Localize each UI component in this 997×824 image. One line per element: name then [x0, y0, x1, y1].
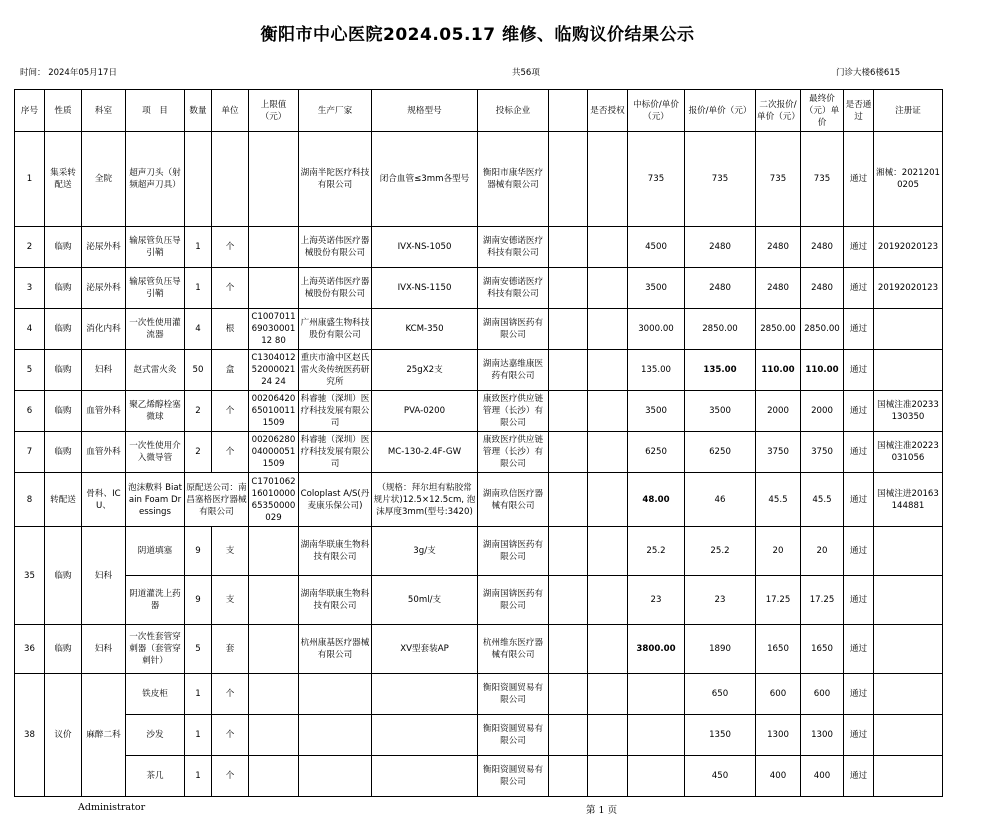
cell-limit: 00206420650100111509	[249, 391, 299, 432]
column-header: 上限值（元）	[249, 90, 299, 132]
cell-quote: 2480	[685, 227, 756, 268]
cell-pass: 通过	[844, 227, 874, 268]
table-row	[15, 576, 943, 625]
cell-quote: 650	[685, 674, 756, 715]
cell-qty	[185, 132, 212, 227]
cell-bid-price	[628, 674, 685, 715]
cell-dept: 血管外科	[82, 391, 126, 432]
cell-item: 阴道灌洗上药器	[126, 576, 185, 625]
cell-reg: 国械注准20233130350	[874, 391, 943, 432]
cell-qty: 原配送公司：南昌塞格医疗器械有限公司	[185, 473, 249, 527]
cell-second: 17.25	[756, 576, 801, 625]
cell-bid-price: 135.00	[628, 350, 685, 391]
cell-item: 输尿管负压导引鞘	[126, 268, 185, 309]
column-header: 数量	[185, 90, 212, 132]
column-header: 是否通过	[844, 90, 874, 132]
cell-dept: 骨科、ICU、	[82, 473, 126, 527]
cell-blank	[549, 227, 588, 268]
cell-limit	[249, 756, 299, 797]
cell-bidder: 衡阳市康华医疗器械有限公司	[478, 132, 549, 227]
cell-unit	[212, 132, 249, 227]
cell-limit: C17010621601000065350000029	[249, 473, 299, 527]
cell-auth	[588, 576, 628, 625]
page-title: 衡阳市中心医院2024.05.17 维修、临购议价结果公示	[260, 25, 695, 45]
cell-qty: 1	[185, 674, 212, 715]
cell-second: 110.00	[756, 350, 801, 391]
cell-unit: 个	[212, 227, 249, 268]
table-row	[15, 227, 943, 268]
cell-qty: 1	[185, 756, 212, 797]
cell-limit	[249, 576, 299, 625]
cell-blank	[549, 527, 588, 576]
column-header: 报价/单价（元）	[685, 90, 756, 132]
cell-pass: 通过	[844, 715, 874, 756]
column-header: 最终价（元）单价	[801, 90, 844, 132]
cell-bidder: 杭州维东医疗器械有限公司	[478, 625, 549, 674]
cell-reg	[874, 350, 943, 391]
cell-pass: 通过	[844, 527, 874, 576]
cell-final: 20	[801, 527, 844, 576]
cell-reg: 湘械：20212010205	[874, 132, 943, 227]
cell-bid-price: 25.2	[628, 527, 685, 576]
cell-spec	[372, 756, 478, 797]
column-header: 是否授权	[588, 90, 628, 132]
cell-no: 7	[15, 432, 45, 473]
cell-bid-price: 6250	[628, 432, 685, 473]
cell-nature: 临购	[45, 527, 82, 625]
cell-nature: 临购	[45, 391, 82, 432]
table-row	[15, 756, 943, 797]
cell-reg	[874, 309, 943, 350]
cell-pass: 通过	[844, 756, 874, 797]
cell-final: 600	[801, 674, 844, 715]
cell-final: 2480	[801, 268, 844, 309]
cell-auth	[588, 350, 628, 391]
cell-bidder: 湖南国锛医药有限公司	[478, 576, 549, 625]
cell-second: 2850.00	[756, 309, 801, 350]
cell-second: 1650	[756, 625, 801, 674]
cell-spec: KCM-350	[372, 309, 478, 350]
cell-auth	[588, 432, 628, 473]
cell-blank	[549, 756, 588, 797]
column-header: 注册证	[874, 90, 943, 132]
cell-unit: 盒	[212, 350, 249, 391]
cell-item: 铁皮柜	[126, 674, 185, 715]
cell-dept: 全院	[82, 132, 126, 227]
cell-blank	[549, 473, 588, 527]
cell-reg	[874, 527, 943, 576]
cell-auth	[588, 268, 628, 309]
cell-final: 2480	[801, 227, 844, 268]
cell-second: 2000	[756, 391, 801, 432]
cell-auth	[588, 473, 628, 527]
cell-pass: 通过	[844, 674, 874, 715]
cell-reg	[874, 756, 943, 797]
cell-blank	[549, 576, 588, 625]
cell-reg	[874, 576, 943, 625]
cell-dept: 血管外科	[82, 432, 126, 473]
cell-no: 5	[15, 350, 45, 391]
cell-maker: Coloplast A/S(丹麦康乐保公司)	[299, 473, 372, 527]
cell-auth	[588, 227, 628, 268]
column-header: 序号	[15, 90, 45, 132]
cell-bid-price	[628, 756, 685, 797]
cell-reg: 20192020123	[874, 227, 943, 268]
cell-bid-price: 23	[628, 576, 685, 625]
cell-reg: 20192020123	[874, 268, 943, 309]
cell-quote: 1350	[685, 715, 756, 756]
cell-final: 2850.00	[801, 309, 844, 350]
cell-qty: 2	[185, 432, 212, 473]
cell-spec: MC-130-2.4F-GW	[372, 432, 478, 473]
cell-maker	[299, 674, 372, 715]
cell-limit	[249, 715, 299, 756]
cell-spec	[372, 674, 478, 715]
cell-nature: 临购	[45, 350, 82, 391]
cell-no: 38	[15, 674, 45, 797]
column-header: 投标企业	[478, 90, 549, 132]
cell-second: 3750	[756, 432, 801, 473]
cell-no: 1	[15, 132, 45, 227]
cell-auth	[588, 756, 628, 797]
table-row	[15, 350, 943, 391]
cell-qty: 4	[185, 309, 212, 350]
cell-spec: 25gX2支	[372, 350, 478, 391]
column-header: 性质	[45, 90, 82, 132]
cell-nature: 临购	[45, 625, 82, 674]
cell-blank	[549, 132, 588, 227]
cell-limit	[249, 132, 299, 227]
cell-pass: 通过	[844, 473, 874, 527]
cell-item: 赵式雷火灸	[126, 350, 185, 391]
cell-bidder: 衡阳资圆贸易有限公司	[478, 715, 549, 756]
cell-bidder: 湖南达嘉维康医药有限公司	[478, 350, 549, 391]
cell-bid-price: 735	[628, 132, 685, 227]
cell-limit: C13040125200002124 24	[249, 350, 299, 391]
cell-final: 17.25	[801, 576, 844, 625]
cell-pass: 通过	[844, 309, 874, 350]
cell-second: 2480	[756, 268, 801, 309]
cell-reg: 国械注准20223031056	[874, 432, 943, 473]
cell-reg	[874, 715, 943, 756]
cell-no: 6	[15, 391, 45, 432]
cell-unit: 根	[212, 309, 249, 350]
cell-limit	[249, 527, 299, 576]
cell-pass: 通过	[844, 625, 874, 674]
cell-maker: 杭州康基医疗器械有限公司	[299, 625, 372, 674]
table-row	[15, 268, 943, 309]
cell-qty: 5	[185, 625, 212, 674]
cell-final: 1650	[801, 625, 844, 674]
cell-maker: 上海英诺伟医疗器械股份有限公司	[299, 268, 372, 309]
cell-maker: 重庆市渝中区赵氏雷火灸传统医药研究所	[299, 350, 372, 391]
cell-nature: 临购	[45, 268, 82, 309]
table-row	[15, 473, 943, 527]
cell-blank	[549, 674, 588, 715]
table-row	[15, 527, 943, 576]
cell-qty: 50	[185, 350, 212, 391]
cell-bid-price: 3800.00	[628, 625, 685, 674]
cell-limit: C10070116903000112 80	[249, 309, 299, 350]
cell-auth	[588, 674, 628, 715]
cell-quote: 135.00	[685, 350, 756, 391]
cell-maker: 科睿驰（深圳）医疗科技发展有限公司	[299, 391, 372, 432]
cell-unit: 个	[212, 756, 249, 797]
cell-bid-price: 3500	[628, 268, 685, 309]
cell-item: 一次性使用灌流器	[126, 309, 185, 350]
cell-no: 36	[15, 625, 45, 674]
table-row	[15, 432, 943, 473]
cell-reg	[874, 625, 943, 674]
cell-auth	[588, 625, 628, 674]
cell-blank	[549, 350, 588, 391]
cell-item: 泡沫敷料 Biatain Foam Dressings	[126, 473, 185, 527]
cell-spec: 闭合血管≤3mm各型号	[372, 132, 478, 227]
cell-bidder: 康致医疗供应链管理（长沙）有限公司	[478, 432, 549, 473]
cell-quote: 2480	[685, 268, 756, 309]
cell-maker: 湖南华联康生物科技有限公司	[299, 527, 372, 576]
table-row	[15, 391, 943, 432]
cell-bidder: 衡阳资圆贸易有限公司	[478, 674, 549, 715]
table-row	[15, 309, 943, 350]
cell-unit: 套	[212, 625, 249, 674]
cell-second: 400	[756, 756, 801, 797]
cell-spec	[372, 715, 478, 756]
cell-unit: 个	[212, 715, 249, 756]
cell-pass: 通过	[844, 432, 874, 473]
cell-nature: 议价	[45, 674, 82, 797]
cell-blank	[549, 309, 588, 350]
cell-item: 一次性使用介入微导管	[126, 432, 185, 473]
cell-quote: 1890	[685, 625, 756, 674]
cell-item: 一次性套管穿刺器（套管穿刺针）	[126, 625, 185, 674]
cell-pass: 通过	[844, 391, 874, 432]
cell-maker: 科睿驰（深圳）医疗科技发展有限公司	[299, 432, 372, 473]
total-count: 共56项	[512, 68, 540, 78]
cell-second: 1300	[756, 715, 801, 756]
cell-qty: 1	[185, 268, 212, 309]
cell-dept: 泌尿外科	[82, 227, 126, 268]
cell-nature: 临购	[45, 432, 82, 473]
cell-second: 2480	[756, 227, 801, 268]
column-header: 中标价/单价（元）	[628, 90, 685, 132]
footer-user: Administrator	[78, 802, 146, 813]
cell-spec: IVX-NS-1150	[372, 268, 478, 309]
cell-reg	[874, 674, 943, 715]
cell-unit: 个	[212, 674, 249, 715]
cell-limit	[249, 227, 299, 268]
cell-dept: 妇科	[82, 625, 126, 674]
cell-dept: 妇科	[82, 350, 126, 391]
cell-no: 2	[15, 227, 45, 268]
cell-no: 3	[15, 268, 45, 309]
cell-item: 沙发	[126, 715, 185, 756]
cell-item: 超声刀头（射频超声刀具）	[126, 132, 185, 227]
column-header: 项 目	[126, 90, 185, 132]
cell-maker: 广州康盛生物科技股份有限公司	[299, 309, 372, 350]
cell-quote: 3500	[685, 391, 756, 432]
cell-dept: 妇科	[82, 527, 126, 625]
cell-quote: 450	[685, 756, 756, 797]
cell-maker: 湖南华联康生物科技有限公司	[299, 576, 372, 625]
cell-unit: 个	[212, 391, 249, 432]
cell-limit	[249, 268, 299, 309]
cell-spec: PVA-0200	[372, 391, 478, 432]
cell-spec: 50ml/支	[372, 576, 478, 625]
cell-bid-price: 48.00	[628, 473, 685, 527]
cell-qty: 9	[185, 527, 212, 576]
cell-quote: 735	[685, 132, 756, 227]
cell-no: 4	[15, 309, 45, 350]
cell-nature: 临购	[45, 227, 82, 268]
cell-bidder: 湖南玖信医疗器械有限公司	[478, 473, 549, 527]
cell-auth	[588, 715, 628, 756]
cell-blank	[549, 432, 588, 473]
location-label: 门诊大楼6楼615	[836, 68, 901, 78]
cell-second: 735	[756, 132, 801, 227]
cell-dept: 消化内科	[82, 309, 126, 350]
column-header: 科室	[82, 90, 126, 132]
results-table	[14, 89, 943, 797]
cell-final: 45.5	[801, 473, 844, 527]
cell-blank	[549, 391, 588, 432]
cell-bid-price: 4500	[628, 227, 685, 268]
cell-qty: 2	[185, 391, 212, 432]
cell-nature: 转配送	[45, 473, 82, 527]
cell-final: 110.00	[801, 350, 844, 391]
cell-auth	[588, 391, 628, 432]
cell-auth	[588, 527, 628, 576]
cell-blank	[549, 625, 588, 674]
cell-maker	[299, 715, 372, 756]
cell-no: 35	[15, 527, 45, 625]
cell-unit: 支	[212, 576, 249, 625]
table-row	[15, 625, 943, 674]
cell-second: 20	[756, 527, 801, 576]
cell-bidder: 湖南国锛医药有限公司	[478, 527, 549, 576]
cell-dept: 麻醉二科	[82, 674, 126, 797]
cell-maker: 湖南半陀医疗科技有限公司	[299, 132, 372, 227]
cell-nature: 集采转配送	[45, 132, 82, 227]
cell-quote: 23	[685, 576, 756, 625]
cell-quote: 46	[685, 473, 756, 527]
cell-spec: XV型套装AP	[372, 625, 478, 674]
cell-final: 2000	[801, 391, 844, 432]
cell-final: 3750	[801, 432, 844, 473]
cell-item: 输尿管负压导引鞘	[126, 227, 185, 268]
cell-bid-price: 3000.00	[628, 309, 685, 350]
cell-qty: 9	[185, 576, 212, 625]
cell-spec: 3g/支	[372, 527, 478, 576]
date-label: 时间： 2024年05月17日	[20, 68, 117, 78]
cell-bid-price: 3500	[628, 391, 685, 432]
cell-pass: 通过	[844, 350, 874, 391]
column-header: 二次报价/单价（元）	[756, 90, 801, 132]
cell-qty: 1	[185, 227, 212, 268]
cell-dept: 泌尿外科	[82, 268, 126, 309]
cell-final: 1300	[801, 715, 844, 756]
table-row	[15, 674, 943, 715]
cell-no: 8	[15, 473, 45, 527]
column-header	[549, 90, 588, 132]
cell-bid-price	[628, 715, 685, 756]
cell-auth	[588, 132, 628, 227]
cell-bidder: 湖南安德诺医疗科技有限公司	[478, 227, 549, 268]
cell-quote: 6250	[685, 432, 756, 473]
column-header: 生产厂家	[299, 90, 372, 132]
cell-second: 45.5	[756, 473, 801, 527]
cell-spec: IVX-NS-1050	[372, 227, 478, 268]
header-row	[15, 90, 943, 132]
cell-quote: 2850.00	[685, 309, 756, 350]
cell-item: 阴道填塞	[126, 527, 185, 576]
cell-limit	[249, 625, 299, 674]
cell-maker: 上海英诺伟医疗器械股份有限公司	[299, 227, 372, 268]
cell-bidder: 湖南国锛医药有限公司	[478, 309, 549, 350]
cell-final: 735	[801, 132, 844, 227]
cell-blank	[549, 715, 588, 756]
cell-auth	[588, 309, 628, 350]
cell-qty: 1	[185, 715, 212, 756]
table-row	[15, 132, 943, 227]
column-header: 单位	[212, 90, 249, 132]
cell-unit: 个	[212, 432, 249, 473]
cell-bidder: 湖南安德诺医疗科技有限公司	[478, 268, 549, 309]
footer-page: 第 1 页	[586, 805, 618, 816]
cell-final: 400	[801, 756, 844, 797]
cell-spec: （规格：拜尔坦有粘胶常规片状)12.5×12.5cm, 泡沫厚度3mm(型号:3420)	[372, 473, 478, 527]
cell-bidder: 衡阳资圆贸易有限公司	[478, 756, 549, 797]
cell-quote: 25.2	[685, 527, 756, 576]
cell-pass: 通过	[844, 576, 874, 625]
cell-pass: 通过	[844, 132, 874, 227]
column-header: 规格型号	[372, 90, 478, 132]
cell-second: 600	[756, 674, 801, 715]
cell-pass: 通过	[844, 268, 874, 309]
cell-maker	[299, 756, 372, 797]
cell-bidder: 康致医疗供应链管理（长沙）有限公司	[478, 391, 549, 432]
table-row	[15, 715, 943, 756]
cell-blank	[549, 268, 588, 309]
cell-reg: 国械注进20163144881	[874, 473, 943, 527]
cell-limit	[249, 674, 299, 715]
cell-unit: 支	[212, 527, 249, 576]
cell-unit: 个	[212, 268, 249, 309]
cell-limit: 00206280040000511509	[249, 432, 299, 473]
cell-item: 聚乙烯醇栓塞微球	[126, 391, 185, 432]
cell-item: 茶几	[126, 756, 185, 797]
cell-nature: 临购	[45, 309, 82, 350]
